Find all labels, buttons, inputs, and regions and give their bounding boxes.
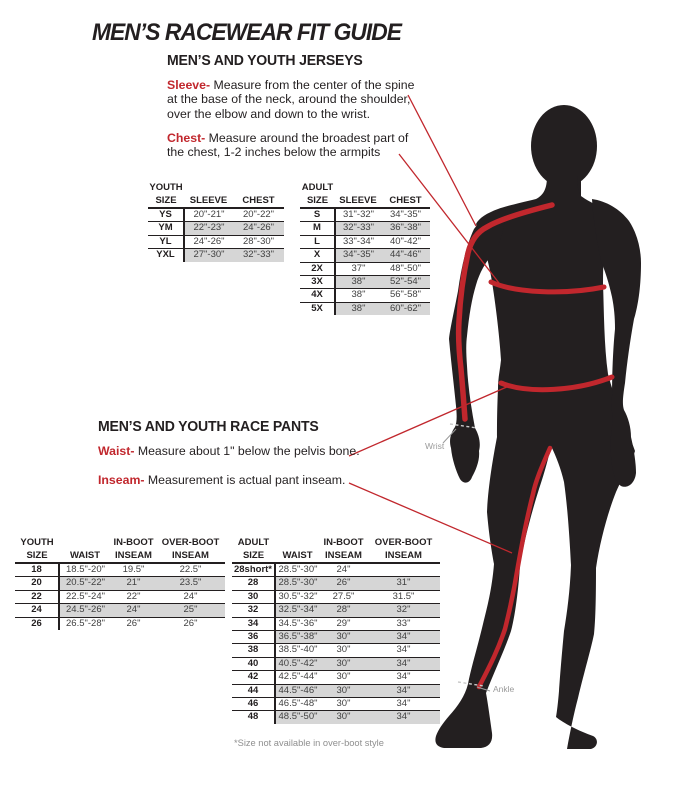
column-header: WAIST: [275, 549, 320, 563]
value-cell: 36"-38": [381, 222, 430, 235]
value-cell: 33": [367, 617, 440, 630]
value-cell: 24": [336, 564, 351, 575]
value-cell: 34": [367, 644, 440, 657]
value-cell: 34": [367, 671, 440, 684]
size-cell: 26: [15, 617, 59, 630]
column-header: SLEEVE: [335, 194, 381, 208]
table-row: [300, 262, 430, 275]
size-cell: 22: [15, 590, 59, 603]
value-cell: 27"-30": [184, 249, 233, 262]
table-row: [300, 235, 430, 248]
value-cell: 28": [320, 604, 367, 617]
waist-text: Measure about 1" below the pelvis bone.: [134, 444, 360, 458]
size-table: [148, 182, 284, 262]
table-row: [148, 222, 284, 235]
size-cell: YL: [148, 235, 184, 248]
table-row: [15, 604, 225, 617]
group-header: ADULT: [237, 537, 270, 548]
table-row: [232, 657, 440, 670]
value-cell: 28"-30": [233, 235, 284, 248]
table-row: [300, 208, 430, 222]
inseam-text: Measurement is actual pant inseam.: [144, 473, 346, 487]
inseam-description: [98, 473, 418, 487]
table-row: [232, 563, 440, 577]
value-cell: 60"-62": [381, 302, 430, 315]
value-cell: 34.5"-36": [275, 617, 320, 630]
value-cell: 29": [320, 617, 367, 630]
waist-description: [98, 444, 418, 458]
value-cell: 24.5"-26": [59, 604, 111, 617]
value-cell: 48.5"-50": [275, 711, 320, 724]
value-cell: 19.5": [122, 564, 145, 575]
value-cell: 22"-23": [184, 222, 233, 235]
table-row: [232, 671, 440, 684]
size-cell: 44: [232, 684, 275, 697]
size-table: [15, 537, 225, 630]
sleeve-label: Sleeve-: [167, 78, 211, 92]
group-header: IN-BOOT: [113, 537, 154, 548]
column-header: SLEEVE: [184, 194, 233, 208]
size-cell: 4X: [300, 289, 335, 302]
value-cell: 31.5": [367, 590, 440, 603]
value-cell: 30": [320, 684, 367, 697]
size-cell: 5X: [300, 302, 335, 315]
value-cell: 34"-35": [389, 209, 422, 220]
value-cell: 52"-54": [381, 276, 430, 289]
table-row: [232, 617, 440, 630]
value-cell: 22": [111, 590, 156, 603]
value-cell: 34": [367, 631, 440, 644]
value-cell: 38.5"-40": [275, 644, 320, 657]
size-cell: S: [300, 208, 335, 222]
pants-section-heading: MEN’S AND YOUTH RACE PANTS: [98, 419, 319, 435]
size-cell: L: [300, 235, 335, 248]
group-header: [59, 537, 111, 549]
value-cell: 34": [367, 684, 440, 697]
table-row: [15, 577, 225, 590]
value-cell: 36.5"-38": [275, 631, 320, 644]
chest-label: Chest-: [167, 131, 206, 145]
table-row: [15, 563, 225, 577]
table-row: [15, 617, 225, 630]
value-cell: 44.5"-46": [275, 684, 320, 697]
value-cell: 27.5": [320, 590, 367, 603]
value-cell: 24": [111, 604, 156, 617]
ankle-point-label: Ankle: [493, 684, 515, 694]
inseam-label: Inseam-: [98, 473, 145, 487]
value-cell: 31"-32": [342, 209, 375, 220]
value-cell: 26.5"-28": [59, 617, 111, 630]
value-cell: 24"-26": [184, 235, 233, 248]
value-cell: 25": [156, 604, 225, 617]
size-table-pants-adult: [232, 537, 440, 724]
value-cell: 34": [367, 698, 440, 711]
group-header: [275, 537, 320, 549]
value-cell: [367, 563, 440, 577]
value-cell: 32"-33": [233, 249, 284, 262]
value-cell: 28.5"-30": [275, 577, 320, 590]
table-row: [232, 577, 440, 590]
value-cell: 40"-42": [381, 235, 430, 248]
size-cell: YS: [148, 208, 184, 222]
value-cell: 34": [367, 711, 440, 724]
value-cell: 26": [320, 577, 367, 590]
size-cell: 42: [232, 671, 275, 684]
table-row: [232, 644, 440, 657]
size-cell: X: [300, 249, 335, 262]
table-row: [232, 684, 440, 697]
size-cell: YXL: [148, 249, 184, 262]
value-cell: 30": [320, 671, 367, 684]
column-header: INSEAM: [320, 549, 367, 563]
value-cell: 33"-34": [335, 235, 381, 248]
value-cell: 30": [320, 657, 367, 670]
value-cell: 30": [320, 631, 367, 644]
value-cell: 26": [111, 617, 156, 630]
value-cell: 23.5": [156, 577, 225, 590]
table-row: [300, 249, 430, 262]
size-table-jersey-youth: [148, 182, 284, 262]
column-header: CHEST: [381, 194, 430, 208]
size-table: [300, 182, 430, 315]
table-row: [148, 249, 284, 262]
value-cell: 18.5"-20": [66, 564, 105, 575]
column-header: CHEST: [233, 194, 284, 208]
group-header: IN-BOOT: [323, 537, 364, 548]
column-header: SIZE: [148, 194, 184, 208]
table-row: [300, 276, 430, 289]
value-cell: 28.5"-30": [278, 564, 318, 575]
group-header: [233, 182, 284, 194]
column-header: INSEAM: [111, 549, 156, 563]
value-cell: 20.5"-22": [59, 577, 111, 590]
value-cell: 32"-33": [335, 222, 381, 235]
value-cell: 38": [335, 289, 381, 302]
column-header: SIZE: [232, 549, 275, 563]
size-cell: 28short*: [232, 563, 275, 577]
value-cell: 22.5": [179, 564, 202, 575]
size-table-pants-youth: [15, 537, 225, 630]
table-row: [300, 302, 430, 315]
value-cell: 42.5"-44": [275, 671, 320, 684]
waist-label: Waist-: [98, 444, 135, 458]
value-cell: 24"-26": [233, 222, 284, 235]
value-cell: 34"-35": [335, 249, 381, 262]
table-row: [148, 208, 284, 222]
value-cell: 40.5"-42": [275, 657, 320, 670]
column-header: WAIST: [59, 549, 111, 563]
chest-text: Measure around the broadest part of the chest, 1-2 inches below the armpits: [167, 131, 409, 160]
value-cell: 56"-58": [381, 289, 430, 302]
group-header: YOUTH: [149, 182, 183, 193]
table-row: [300, 289, 430, 302]
value-cell: 32": [367, 604, 440, 617]
jerseys-section-heading: MEN’S AND YOUTH JERSEYS: [167, 53, 363, 69]
value-cell: 24": [156, 590, 225, 603]
size-cell: YM: [148, 222, 184, 235]
size-table: [232, 537, 440, 724]
sleeve-text: Measure from the center of the spine at the base of the neck, around the shoulder, over the elbow and down to the wrist.: [167, 78, 415, 121]
value-cell: 44"-46": [381, 249, 430, 262]
size-cell: 38: [232, 644, 275, 657]
value-cell: 38": [335, 302, 381, 315]
size-cell: 2X: [300, 262, 335, 275]
size-cell: 34: [232, 617, 275, 630]
value-cell: 34": [367, 657, 440, 670]
chest-description: [167, 131, 423, 160]
group-header: OVER-BOOT: [161, 537, 220, 548]
size-cell: 46: [232, 698, 275, 711]
table-row: [300, 222, 430, 235]
group-header: [335, 182, 381, 194]
value-cell: 20"-22": [242, 209, 275, 220]
value-cell: 30": [320, 644, 367, 657]
column-header: SIZE: [300, 194, 335, 208]
size-cell: 24: [15, 604, 59, 617]
value-cell: 20"-21": [193, 209, 225, 220]
value-cell: 22.5"-24": [59, 590, 111, 603]
table-row: [232, 631, 440, 644]
table-row: [232, 698, 440, 711]
value-cell: 21": [111, 577, 156, 590]
group-header: ADULT: [301, 182, 334, 193]
column-header: SIZE: [15, 549, 59, 563]
table-row: [232, 604, 440, 617]
footnote: *Size not available in over-boot style: [234, 738, 384, 748]
table-row: [148, 235, 284, 248]
size-cell: 30: [232, 590, 275, 603]
size-cell: 40: [232, 657, 275, 670]
size-cell: 28: [232, 577, 275, 590]
sleeve-description: [167, 78, 423, 121]
column-header: INSEAM: [367, 549, 440, 563]
size-table-jersey-adult: [300, 182, 430, 315]
size-cell: 18: [15, 563, 59, 577]
group-header: [381, 182, 430, 194]
group-header: [184, 182, 233, 194]
wrist-point-label: Wrist: [425, 441, 445, 451]
table-row: [15, 590, 225, 603]
value-cell: 46.5"-48": [275, 698, 320, 711]
group-header: OVER-BOOT: [374, 537, 433, 548]
value-cell: 38": [335, 276, 381, 289]
table-row: [232, 590, 440, 603]
size-cell: 48: [232, 711, 275, 724]
group-header: YOUTH: [20, 537, 54, 548]
value-cell: 30.5"-32": [275, 590, 320, 603]
value-cell: 31": [367, 577, 440, 590]
value-cell: 48"-50": [381, 262, 430, 275]
size-cell: 20: [15, 577, 59, 590]
column-header: INSEAM: [156, 549, 225, 563]
value-cell: 37": [335, 262, 381, 275]
size-cell: 32: [232, 604, 275, 617]
value-cell: 30": [320, 711, 367, 724]
value-cell: 30": [320, 698, 367, 711]
size-cell: 36: [232, 631, 275, 644]
page-title: MEN’S RACEWEAR FIT GUIDE: [92, 19, 402, 46]
size-cell: 3X: [300, 276, 335, 289]
size-cell: M: [300, 222, 335, 235]
value-cell: 32.5"-34": [275, 604, 320, 617]
table-row: [232, 711, 440, 724]
value-cell: 26": [156, 617, 225, 630]
